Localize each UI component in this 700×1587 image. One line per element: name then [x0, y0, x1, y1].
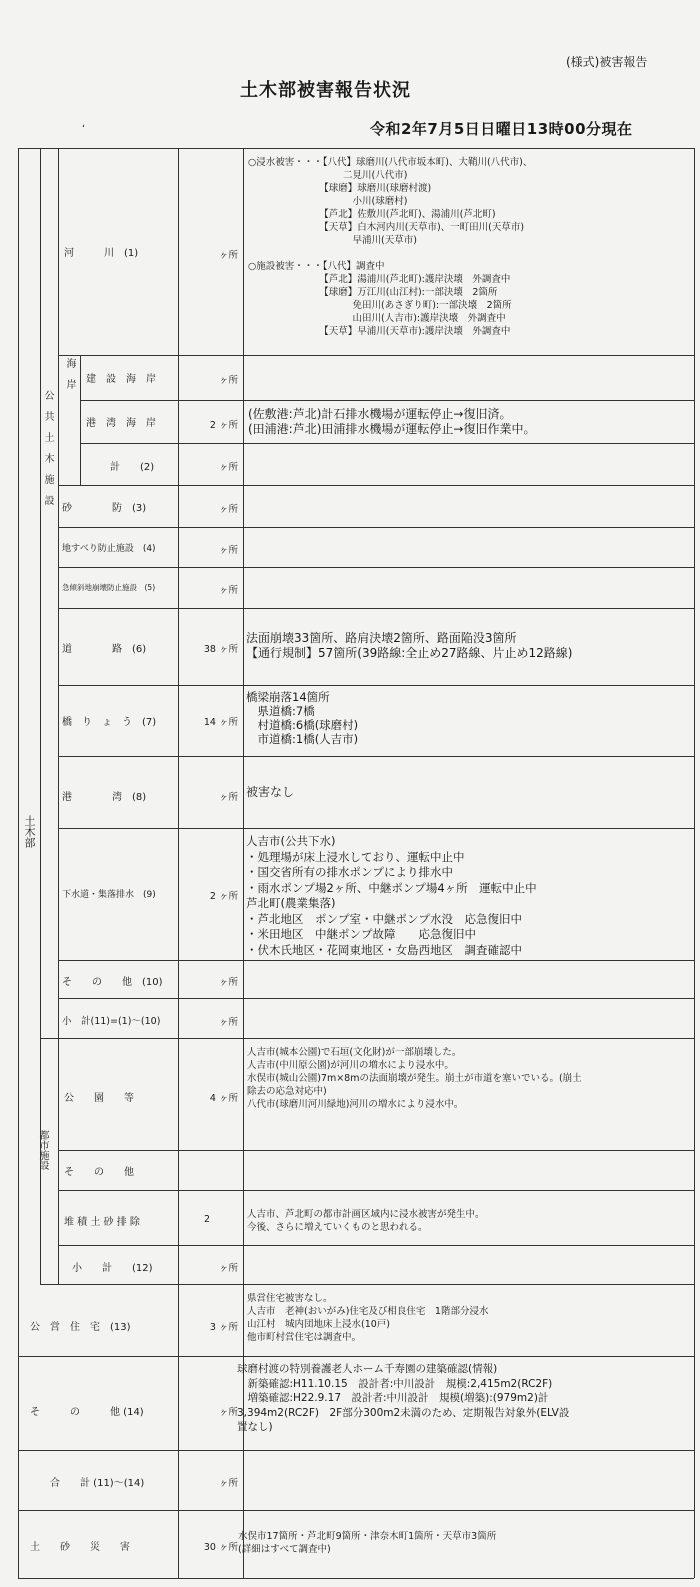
row-count-public-housing: 3 ヶ所	[209, 1322, 238, 1333]
page-title: 土木部被害報告状況	[240, 80, 411, 101]
row-count-sediment-removal: 2	[203, 1214, 210, 1225]
row-count-steep-slope: ヶ所	[218, 585, 238, 596]
row-count-urban-subtotal: ヶ所	[218, 1263, 238, 1274]
row-detail-public-housing: 県営住宅被害なし。 人吉市 老神(おいがみ)住宅及び相良住宅 1階部分浸水 山江村 城内団地床上浸水(10戸) 他市町村営住宅は調査中。	[247, 1293, 489, 1343]
row-label-public-works-subtotal: 小 計(11)=(1)〜(10)	[62, 1016, 161, 1027]
row-detail-bridges: 橋梁崩落14箇所 県道橋:7橋 村道橋:6橋(球磨村) 市道橋:1橋(人吉市)	[246, 690, 359, 746]
row-detail-sediment-disaster: 水俣市17箇所・芦北町9箇所・津奈木町1箇所・天草市3箇所 (詳細はすべて調査中)	[238, 1531, 497, 1555]
row-count-harbors: ヶ所	[218, 792, 238, 803]
row-label-urban-subtotal: 小 計 (12)	[72, 1263, 153, 1274]
row-count-erosion-control: ヶ所	[218, 504, 238, 515]
row-detail-sediment-removal: 人吉市、芦北町の都市計画区域内に浸水被害が発生中。 今後、さらに増えていくものと思われる。	[247, 1209, 485, 1233]
row-label-steep-slope: 急傾斜地崩壊防止施設 (5)	[62, 583, 156, 592]
row-count-rivers: ヶ所	[218, 250, 238, 261]
row-label-construction-coast: 建 設 海 岸	[86, 374, 156, 385]
row-count-bridges: 14 ヶ所	[203, 717, 238, 728]
row-label-roads: 道 路 (6)	[62, 644, 147, 655]
row-count-roads: 38 ヶ所	[203, 644, 238, 655]
row-label-other-total: そ の 他 (14)	[30, 1407, 144, 1418]
row-label-grand-total: 合 計 (11)〜(14)	[50, 1478, 145, 1489]
form-label: (様式)被害報告	[566, 55, 648, 69]
row-label-parks: 公 園 等	[64, 1093, 134, 1104]
row-label-landslide: 地すべり防止施設 (4)	[62, 544, 156, 554]
row-label-other: そ の 他 (10)	[62, 977, 163, 988]
row-label-coast-subtotal: 計 (2)	[110, 462, 155, 473]
row-detail-port-coast: (佐敷港:芦北)計石排水機場が運転停止→復旧済。 (田浦港:芦北)田浦排水機場が運転停止→復旧作業中。	[248, 407, 536, 436]
row-count-sediment-disaster: 30 ヶ所	[203, 1542, 238, 1553]
row-count-parks: 4 ヶ所	[209, 1093, 238, 1104]
group-label-coast: 海 岸	[64, 358, 75, 389]
row-count-other-total: ヶ所	[218, 1407, 238, 1418]
row-label-sewerage: 下水道・集落排水 (9)	[62, 890, 156, 900]
row-count-public-works-subtotal: ヶ所	[218, 1017, 238, 1028]
row-label-harbors: 港 湾 (8)	[62, 792, 147, 803]
row-count-other: ヶ所	[218, 977, 238, 988]
row-label-public-housing: 公 営 住 宅 (13)	[30, 1322, 131, 1333]
row-count-grand-total: ヶ所	[218, 1478, 238, 1489]
row-detail-parks: 人吉市(城本公園)で石垣(文化財)が一部崩壊した。 人吉市(中川原公園)が河川の増水により浸水中。 水俣市(城山公園)7m×8mの法面崩壊が発生。崩土が市道を塞いでいる。(崩土 除去の応急対応中) 八代市(球磨川河川緑地)河川の増水により浸水中。	[247, 1047, 582, 1110]
row-label-sediment-disaster: 土 砂 災 害	[30, 1542, 130, 1553]
row-detail-rivers: ○浸水被害・・・【八代】球磨川(八代市坂本町)、大鞘川(八代市)、 二見川(八代市) 【球磨】球磨川(球磨村渡) 小川(球磨村) 【芦北】佐敷川(芦北町)、湯浦川(芦北町) 【天草】白木河内川(天草市)、一町田川(天草市) 早浦川(天草市) ○施設被害・・・【八代】調査中 【芦北】湯浦川(芦北町):護岸決壊 外調査中 【球磨】万江川(山江村):一部決壊 2箇所 免田川(あさぎり町):一部決壊 2箇所 山田川(人吉市):護岸決壊 外調査中 【天草】早浦川(天草市):護岸決壊 外調査中	[248, 157, 533, 337]
group-label-dept: 土木部	[23, 815, 36, 848]
row-count-landslide: ヶ所	[218, 545, 238, 556]
row-label-urban-other: そ の 他	[64, 1167, 134, 1178]
row-detail-harbors: 被害なし	[246, 785, 295, 799]
row-label-bridges: 橋 り ょ う (7)	[62, 717, 157, 728]
row-label-port-coast: 港 湾 海 岸	[86, 418, 156, 429]
row-label-rivers: 河 川 (1)	[64, 248, 139, 259]
row-detail-roads: 法面崩壊33箇所、路肩決壊2箇所、路面陥没3箇所 【通行規制】57箇所(39路線:全止め27路線、片止め12路線)	[246, 631, 573, 660]
row-count-coast-subtotal: ヶ所	[218, 462, 238, 473]
row-count-sewerage: 2 ヶ所	[209, 891, 238, 902]
group-label-public-works: 公 共 土 木 施 設	[42, 390, 53, 505]
row-label-erosion-control: 砂 防 (3)	[62, 503, 147, 514]
scan-mark: ʻ	[82, 124, 86, 135]
row-count-construction-coast: ヶ所	[218, 375, 238, 386]
row-detail-other-total: 球磨村渡の特別養護老人ホーム千寿園の建築確認(情報) 新築確認:H11.10.15 設計者:中川設計 規模:2,415m2(RC2F) 増築確認:H22.9.17 設計者:中川設計 規模(増築):(979m2)計 3,394m2(RC2F) 2F部分300m2未満のため、定期報告対象外(ELV設 置なし)	[237, 1363, 570, 1433]
group-label-urban: 都市施設	[37, 1130, 48, 1170]
report-timestamp: 令和2年7月5日日曜日13時00分現在	[370, 120, 633, 138]
row-label-sediment-removal: 堆 積 土 砂 排 除	[64, 1217, 140, 1228]
row-detail-sewerage: 人吉市(公共下水) ・処理場が床上浸水しており、運転中止中 ・国交省所有の排水ポンプにより排水中 ・雨水ポンプ場2ヶ所、中継ポンプ場4ヶ所 運転中止中 芦北町(農業集落) ・芦北地区 ポンプ室・中継ポンプ水没 応急復旧中 ・米田地区 中継ポンプ故障 応急復旧中 ・伏木氏地区・花岡東地区・女島西地区 調査確認中	[246, 834, 537, 957]
row-count-port-coast: 2 ヶ所	[209, 420, 238, 431]
